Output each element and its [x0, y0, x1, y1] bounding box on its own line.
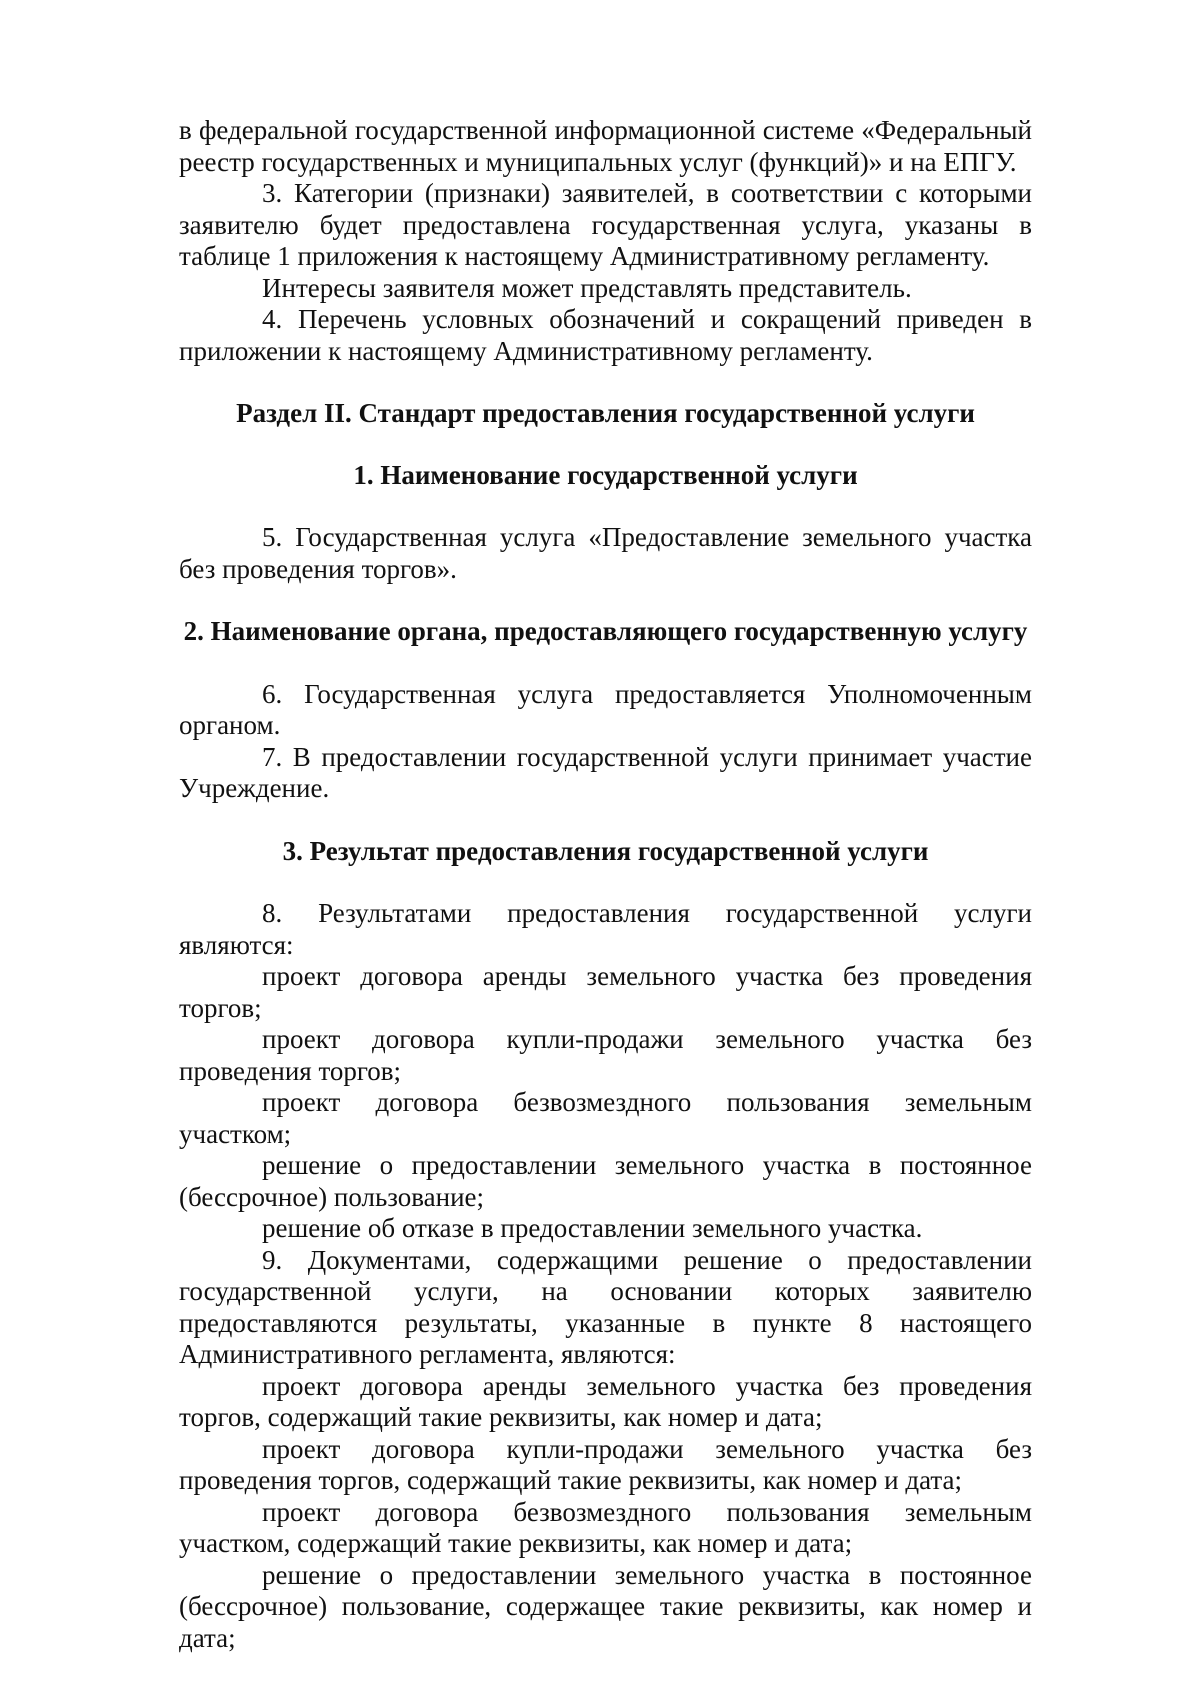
heading-1-service-name: 1. Наименование государственной услуги [353, 459, 858, 490]
result-item-permanent-use: решение о предоставлении земельного участка в постоянное (бессрочное) пользование; [179, 1150, 1032, 1212]
paragraph-4-abbreviations: 4. Перечень условных обозначений и сокращений приведен в приложении к настоящему Административному регламенту. [179, 304, 1032, 366]
result-item-sale: проект договора купли-продажи земельного участка без проведения торгов; [179, 1024, 1032, 1086]
section-title: Раздел II. Стандарт предоставления государственной услуги [236, 398, 975, 428]
paragraph-6-authority: 6. Государственная услуга предоставляется Уполномоченным органом. [179, 678, 1032, 740]
paragraph-5-service: 5. Государственная услуга «Предоставление земельного участка без проведения торгов». [179, 522, 1032, 584]
heading-3-result: 3. Результат предоставления государственной услуги [282, 835, 929, 866]
paragraph-7-institution: 7. В предоставлении государственной услуги принимает участие Учреждение. [179, 741, 1032, 803]
result-item-refusal: решение об отказе в предоставлении земельного участка. [262, 1213, 923, 1243]
document-item-sale: проект договора купли-продажи земельного участка без проведения торгов, содержащий такие реквизиты, как номер и дата; [179, 1433, 1032, 1495]
document-item-free-use: проект договора безвозмездного пользования земельным участком, содержащий такие реквизиты, как номер и дата; [179, 1496, 1032, 1558]
heading-2-authority: 2. Наименование органа, предоставляющего государственную услугу [183, 616, 1028, 646]
document-item-lease: проект договора аренды земельного участка без проведения торгов, содержащий такие реквизиты, как номер и дата; [179, 1370, 1032, 1432]
document-item-permanent-use: решение о предоставлении земельного участка в постоянное (бессрочное) пользование, содержащее такие реквизиты, как номер и дата; [179, 1559, 1032, 1653]
paragraph-representative: Интересы заявителя может представлять представитель. [262, 272, 912, 303]
paragraph-8-results: 8. Результатами предоставления государственной услуги являются: [179, 898, 1032, 960]
paragraph-9-documents: 9. Документами, содержащими решение о предоставлении государственной услуги, на основании которых заявителю предоставляются результаты, указанные в пункте 8 настоящего Административного регламента, являются: [179, 1244, 1032, 1369]
document-page [179, 115, 1032, 1654]
paragraph-3-categories: 3. Категории (признаки) заявителей, в соответствии с которыми заявителю будет предоставлена государственная услуга, указаны в таблице 1 приложения к настоящему Административному регламенту. [179, 178, 1032, 271]
result-item-free-use: проект договора безвозмездного пользования земельным участком; [179, 1087, 1032, 1149]
result-item-lease: проект договора аренды земельного участка без проведения торгов; [179, 961, 1032, 1023]
paragraph-registry: в федеральной государственной информационной системе «Федеральный реестр государственных и муниципальных услуг (функций)» и на ЕПГУ. [179, 115, 1032, 177]
